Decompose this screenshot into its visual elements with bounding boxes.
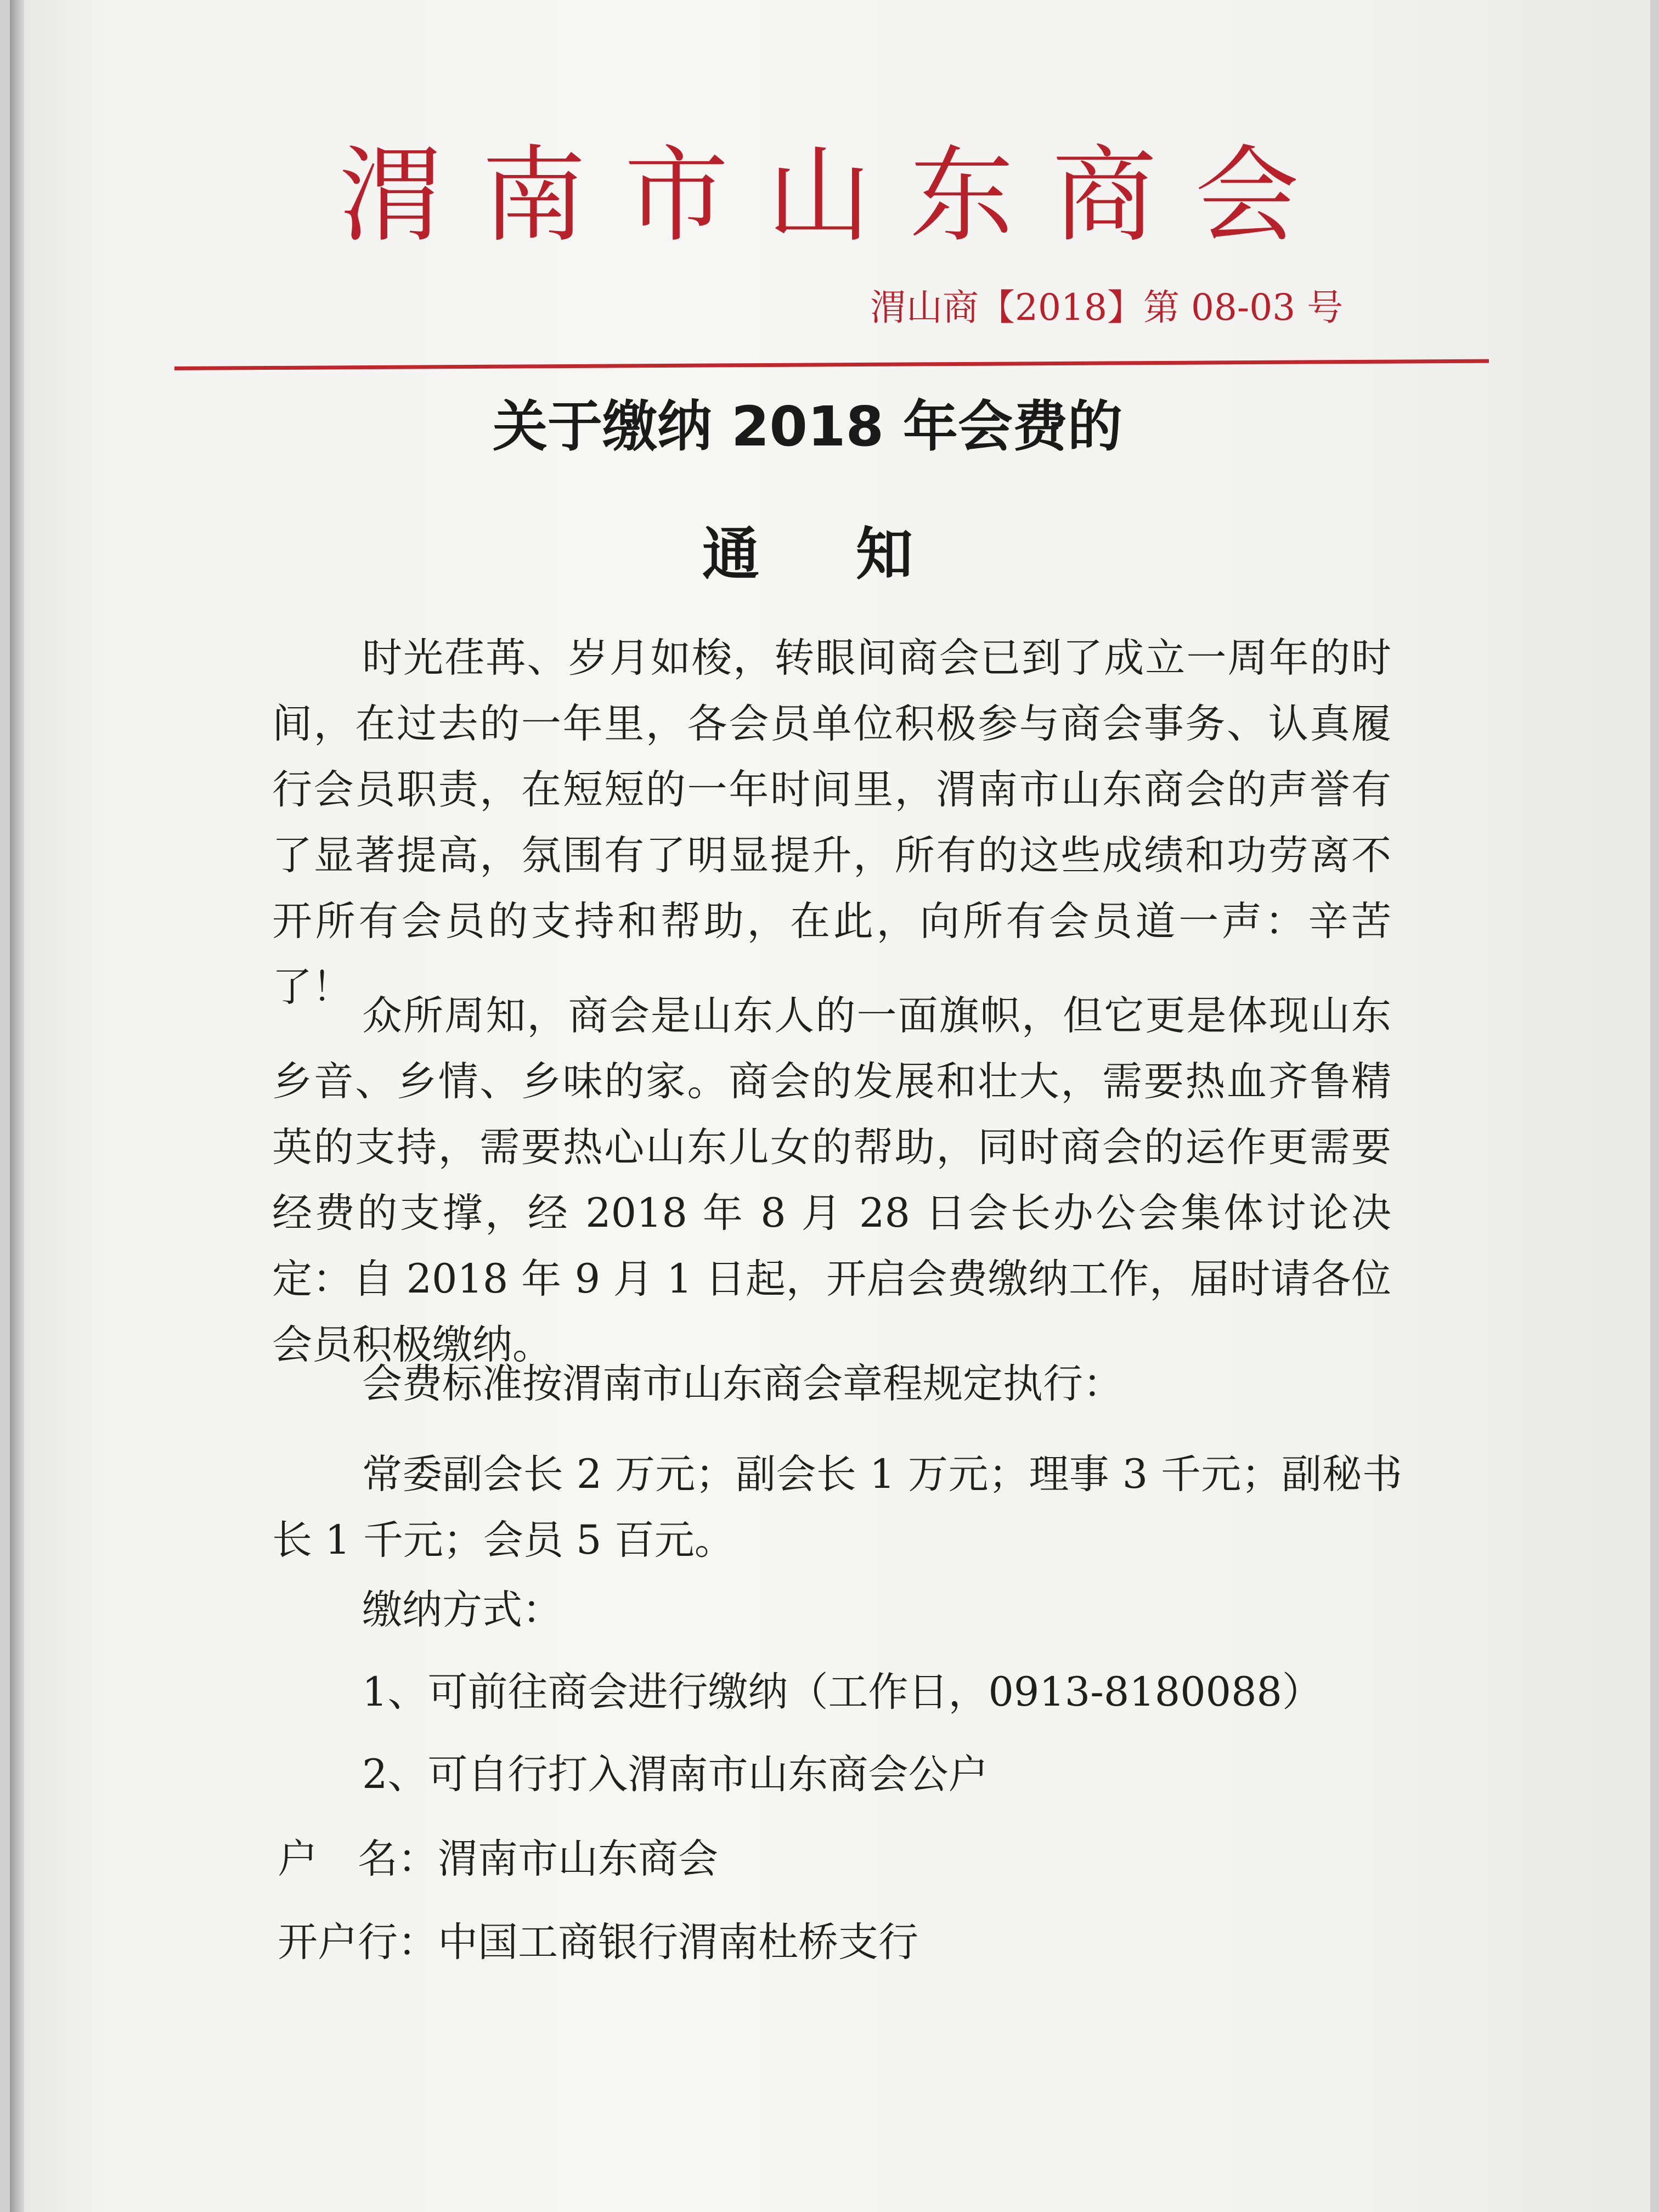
body-paragraph-2: 众所周知，商会是山东人的一面旗帜，但它更是体现山东乡音、乡情、乡味的家。商会的发展和壮大，需要热血齐鲁精英的支持，需要热心山东儿女的帮助，同时商会的运作更需要经费的支撑，经 2018 年 8 月 28 日会长办公会集体讨论决定：自 2018 年 9 月 1 日起，开启会费缴纳工作，届时请各位会员积极缴纳。 xyxy=(272,992,1391,1368)
document-page xyxy=(10,0,1650,2212)
page-edge-shadow xyxy=(10,0,24,2212)
bank-name: 开户行：中国工商银行渭南杜桥支行 xyxy=(278,1919,918,1966)
fee-intro: 会费标准按渭南市山东商会章程规定执行： xyxy=(362,1361,1123,1407)
document-number: 渭山商【2018】第 08-03 号 xyxy=(870,286,1344,329)
letterhead-divider xyxy=(174,359,1489,370)
letterhead-org-name: 渭南市山东商会 xyxy=(339,135,1338,256)
payment-heading: 缴纳方式： xyxy=(362,1587,562,1633)
payment-option-2: 2、可自行打入渭南市山东商会公户 xyxy=(362,1751,989,1798)
payment-option-1: 1、可前往商会进行缴纳（工作日，0913-8180088） xyxy=(362,1669,1323,1716)
fee-standard: 常委副会长 2 万元；副会长 1 万元；理事 3 千元；副秘书长 1 千元；会员 5 百元。 xyxy=(272,1451,1402,1564)
body-paragraph-1: 时光荏苒、岁月如梭，转眼间商会已到了成立一周年的时间，在过去的一年里，各会员单位积极参与商会事务、认真履行会员职责，在短短的一年时间里，渭南市山东商会的声誉有了显著提高，氛围有了明显提升，所有的这些成绩和功劳离不开所有会员的支持和帮助，在此，向所有会员道一声：辛苦了！ xyxy=(272,635,1391,1011)
notice-title: 关于缴纳 2018 年会费的 xyxy=(493,394,1122,459)
notice-title-notice: 通知 xyxy=(702,521,1010,588)
account-name: 户 名：渭南市山东商会 xyxy=(278,1836,718,1882)
